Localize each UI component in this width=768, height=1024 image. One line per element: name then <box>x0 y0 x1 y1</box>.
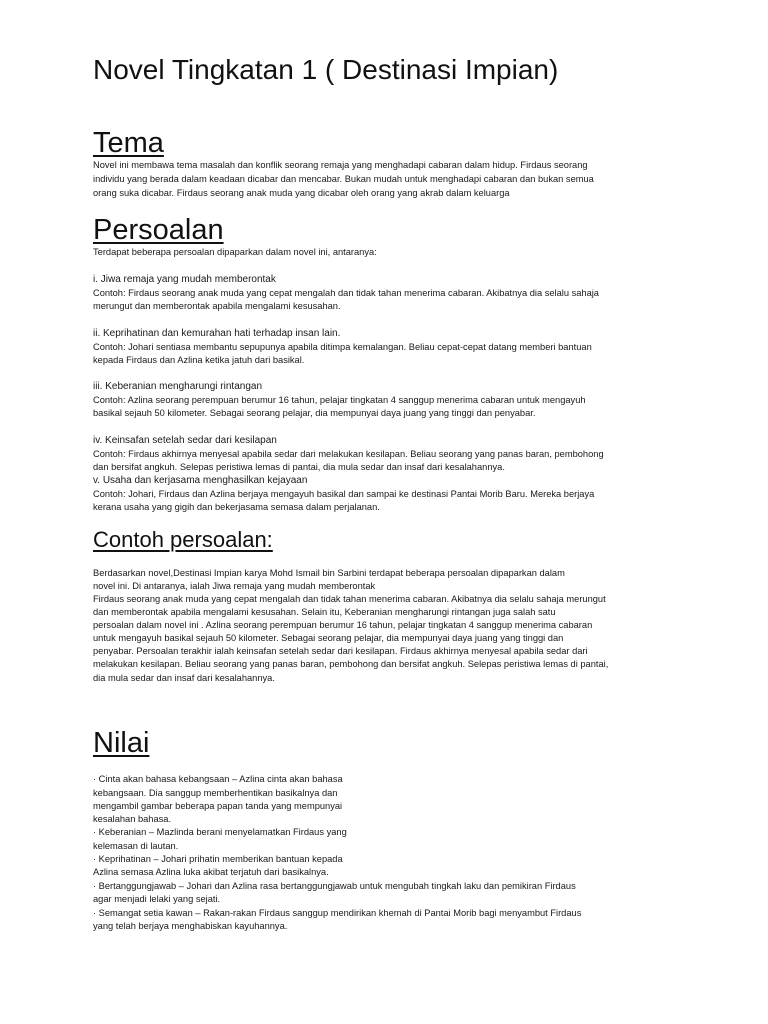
persoalan-item-line: Contoh: Azlina seorang perempuan berumur 16 tahun, pelajar tingkatan 4 sanggup menerima cabaran untuk mengayuh <box>93 395 586 405</box>
nilai-line: yang telah berjaya menghabiskan kayuhannya. <box>93 921 288 931</box>
persoalan-intro: Terdapat beberapa persoalan dipaparkan dalam novel ini, antaranya: <box>93 247 377 257</box>
nilai-line: mengambil gambar beberapa papan tanda yang mempunyai <box>93 801 343 811</box>
contoh-line: melakukan kesilapan. Beliau seorang yang panas baran, pembohong dan bersifat angkuh. Selepas peristiwa lemas di pantai, <box>93 659 609 669</box>
persoalan-item-label: iv. Keinsafan setelah sedar dari kesilapan <box>93 435 277 446</box>
persoalan-item-line: Contoh: Firdaus akhirnya menyesal apabila sedar dari melakukan kesilapan. Beliau seorang yang panas baran, pembohong <box>93 449 604 459</box>
nilai-line: · Keberanian – Mazlinda berani menyelamatkan Firdaus yang <box>93 827 347 837</box>
tema-line: Novel ini membawa tema masalah dan konflik seorang remaja yang menghadapi cabaran dalam hidup. Firdaus seorang <box>93 160 588 170</box>
persoalan-item-label: i. Jiwa remaja yang mudah memberontak <box>93 274 276 285</box>
contoh-line: novel ini. Di antaranya, ialah Jiwa remaja yang mudah memberontak <box>93 581 376 591</box>
nilai-line: kelemasan di lautan. <box>93 841 179 851</box>
contoh-line: dia mula sedar dan insaf dari kesalahannya. <box>93 673 275 683</box>
tema-line: individu yang berada dalam keadaan dicabar dan mencabar. Bukan mudah untuk menghadapi cabaran dan bukan semua <box>93 174 594 184</box>
tema-line: orang suka dicabar. Firdaus seorang anak muda yang dicabar oleh orang yang akrab dalam keluarga <box>93 188 510 198</box>
persoalan-item-line: kerana usaha yang gigih dan bekerjasama semasa dalam perjalanan. <box>93 502 380 512</box>
nilai-line: agar menjadi lelaki yang sejati. <box>93 894 221 904</box>
contoh-line: persoalan dalam novel ini . Azlina seorang perempuan berumur 16 tahun, pelajar tingkatan 4 sanggup menerima cabaran <box>93 620 593 630</box>
nilai-line: · Semangat setia kawan – Rakan-rakan Firdaus sanggup mendirikan khemah di Pantai Morib bagi menyambut Firdaus <box>93 908 582 918</box>
persoalan-item-label: iii. Keberanian mengharungi rintangan <box>93 381 263 392</box>
persoalan-item-line: basikal sejauh 50 kilometer. Sebagai seorang pelajar, dia mempunyai daya juang yang tinggi dan penyabar. <box>93 408 536 418</box>
contoh-line: Berdasarkan novel,Destinasi Impian karya Mohd Ismail bin Sarbini terdapat beberapa persoalan dipaparkan dalam <box>93 568 565 578</box>
nilai-line: kesalahan bahasa. <box>93 814 172 824</box>
persoalan-item-line: kepada Firdaus dan Azlina ketika jatuh dari basikal. <box>93 355 305 365</box>
contoh-line: Firdaus seorang anak muda yang cepat mengalah dan tidak tahan menerima cabaran. Akibatnya dia selalu sahaja merungut <box>93 594 606 604</box>
nilai-line: · Bertanggungjawab – Johari dan Azlina rasa bertanggungjawab untuk mengubah tingkah laku dan pemikiran Firdaus <box>93 881 576 891</box>
persoalan-item-line: merungut dan memberontak apabila mengalami kesusahan. <box>93 301 341 311</box>
nilai-line: kebangsaan. Dia sanggup memberhentikan basikalnya dan <box>93 788 338 798</box>
heading-contoh-persoalan: Contoh persoalan: <box>93 527 273 552</box>
document-title: Novel Tingkatan 1 ( Destinasi Impian) <box>93 54 559 85</box>
persoalan-item-line: Contoh: Johari, Firdaus dan Azlina berjaya mengayuh basikal dan sampai ke destinasi Pantai Morib Baru. Mereka berjaya <box>93 489 595 499</box>
heading-tema: Tema <box>93 127 164 159</box>
persoalan-item-line: Contoh: Johari sentiasa membantu sepupunya apabila ditimpa kemalangan. Beliau cepat-cepat datang memberi bantuan <box>93 342 592 352</box>
contoh-line: untuk mengayuh basikal sejauh 50 kilometer. Sebagai seorang pelajar, dia mempunyai daya juang yang tinggi dan <box>93 633 564 643</box>
persoalan-item-label: v. Usaha dan kerjasama menghasilkan kejayaan <box>93 475 308 486</box>
contoh-line: penyabar. Persoalan terakhir ialah keinsafan setelah sedar dari kesilapan. Firdaus akhirnya menyesal apabila sedar dari <box>93 646 588 656</box>
contoh-line: dan memberontak apabila mengalami kesusahan. Selain itu, Keberanian mengharungi rintangan juga salah satu <box>93 607 556 617</box>
nilai-line: · Keprihatinan – Johari prihatin memberikan bantuan kepada <box>93 854 343 864</box>
nilai-line: · Cinta akan bahasa kebangsaan – Azlina cinta akan bahasa <box>93 774 343 784</box>
heading-nilai: Nilai <box>93 727 150 759</box>
persoalan-item-line: Contoh: Firdaus seorang anak muda yang cepat mengalah dan tidak tahan menerima cabaran. Akibatnya dia selalu sahaja <box>93 288 599 298</box>
nilai-line: Azlina semasa Azlina luka akibat terjatuh dari basikalnya. <box>93 867 329 877</box>
persoalan-item-line: dan bersifat angkuh. Selepas peristiwa lemas di pantai, dia mula sedar dan insaf dari kesalahannya. <box>93 462 505 472</box>
heading-persoalan: Persoalan <box>93 214 224 246</box>
persoalan-item-label: ii. Keprihatinan dan kemurahan hati terhadap insan lain. <box>93 328 341 339</box>
